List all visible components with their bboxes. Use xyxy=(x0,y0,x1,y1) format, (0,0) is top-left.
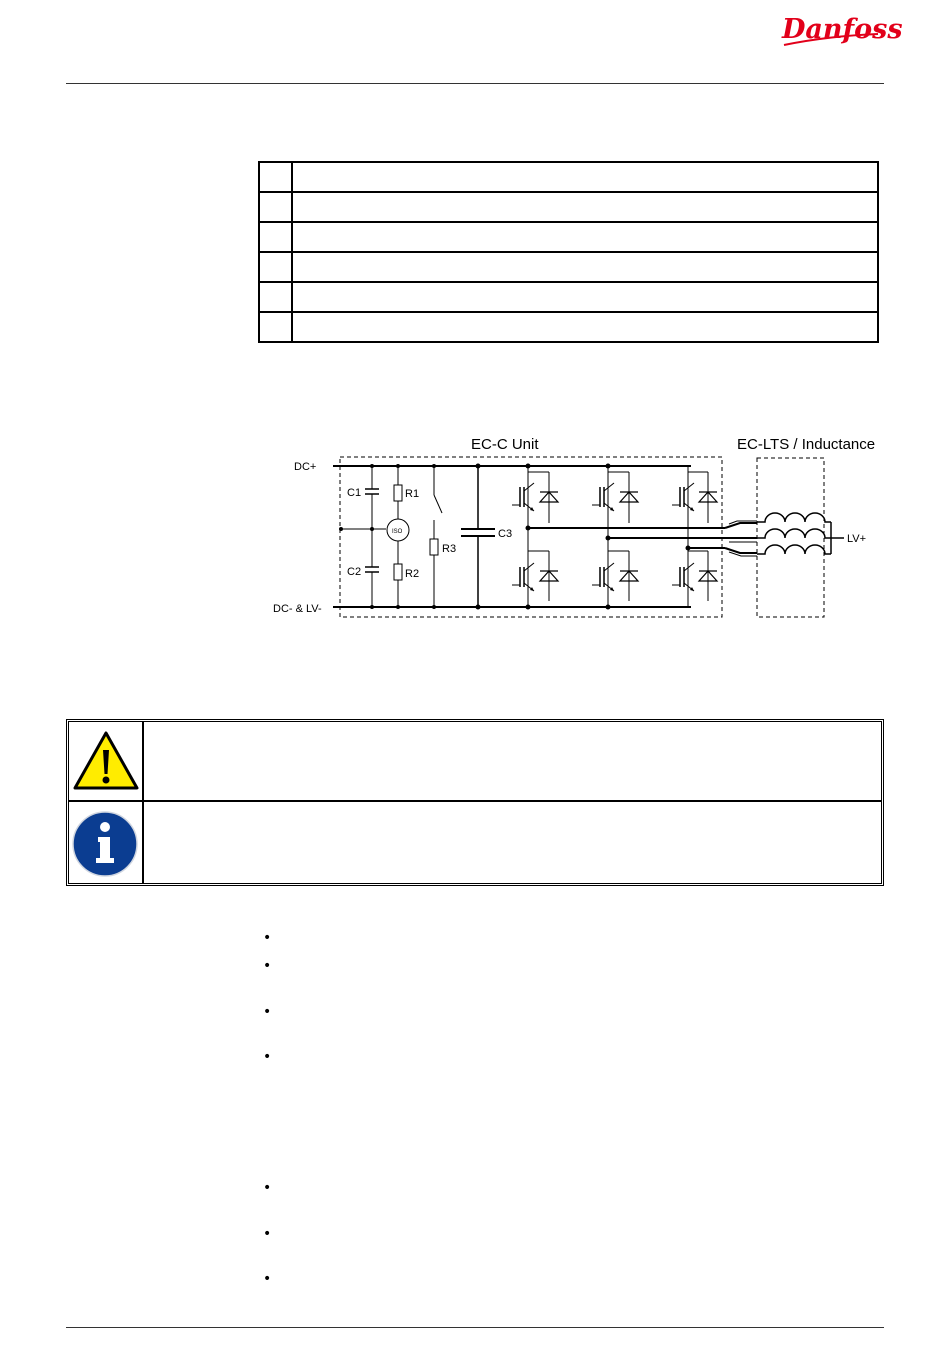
brand-logo xyxy=(778,10,903,50)
bullet-point: • xyxy=(263,1004,272,1020)
table-cell xyxy=(292,282,878,312)
table-cell xyxy=(259,192,292,222)
footer-rule xyxy=(66,1327,884,1328)
r1-label: R1 xyxy=(405,488,420,500)
table-row xyxy=(259,162,878,192)
spec-table xyxy=(258,161,879,343)
table-row xyxy=(259,282,878,312)
warning-icon-cell xyxy=(69,722,144,800)
table-cell xyxy=(292,252,878,282)
info-icon xyxy=(72,811,138,877)
table-cell xyxy=(259,312,292,342)
bullet-point: • xyxy=(263,930,272,946)
table-row xyxy=(259,312,878,342)
bridge-leg-1 xyxy=(512,466,725,607)
bridge-leg-2 xyxy=(592,466,725,607)
r3-label: R3 xyxy=(442,543,457,555)
table-row xyxy=(259,252,878,282)
info-notice xyxy=(69,800,881,884)
circuit-schematic xyxy=(265,425,895,635)
c2-label: C2 xyxy=(347,566,362,578)
warning-notice xyxy=(69,722,881,802)
table-cell xyxy=(259,162,292,192)
table-cell xyxy=(292,222,878,252)
c1-label: C1 xyxy=(347,487,362,499)
dc-plus-label: DC+ xyxy=(294,461,317,473)
table-row xyxy=(259,192,878,222)
info-icon-cell xyxy=(69,800,144,884)
inductance-title: EC-LTS / Inductance xyxy=(737,436,876,453)
table-cell xyxy=(259,252,292,282)
ec-c-unit-title: EC-C Unit xyxy=(471,436,539,453)
dc-minus-label: DC- & LV- xyxy=(273,603,322,615)
bullet-point: • xyxy=(263,958,272,974)
bridge-leg-3 xyxy=(672,466,725,607)
logo-text: Danfoss xyxy=(782,14,903,45)
notice-box xyxy=(66,719,884,886)
iso-label: ISO xyxy=(392,529,403,535)
lv-plus-label: LV+ xyxy=(847,533,867,545)
warning-triangle-icon xyxy=(72,730,140,792)
header-rule xyxy=(66,83,884,84)
table-row xyxy=(259,222,878,252)
bullet-point: • xyxy=(263,1226,272,1242)
inductance-box xyxy=(757,458,824,617)
inductor-coils xyxy=(757,513,831,554)
bullet-point: • xyxy=(263,1180,272,1196)
bullet-point: • xyxy=(263,1271,272,1287)
bullet-point: • xyxy=(263,1049,272,1065)
table-cell xyxy=(292,162,878,192)
table-cell xyxy=(259,282,292,312)
table-cell xyxy=(259,222,292,252)
c3-label: C3 xyxy=(498,528,513,540)
table-cell xyxy=(292,192,878,222)
table-cell xyxy=(292,312,878,342)
r2-label: R2 xyxy=(405,568,420,580)
